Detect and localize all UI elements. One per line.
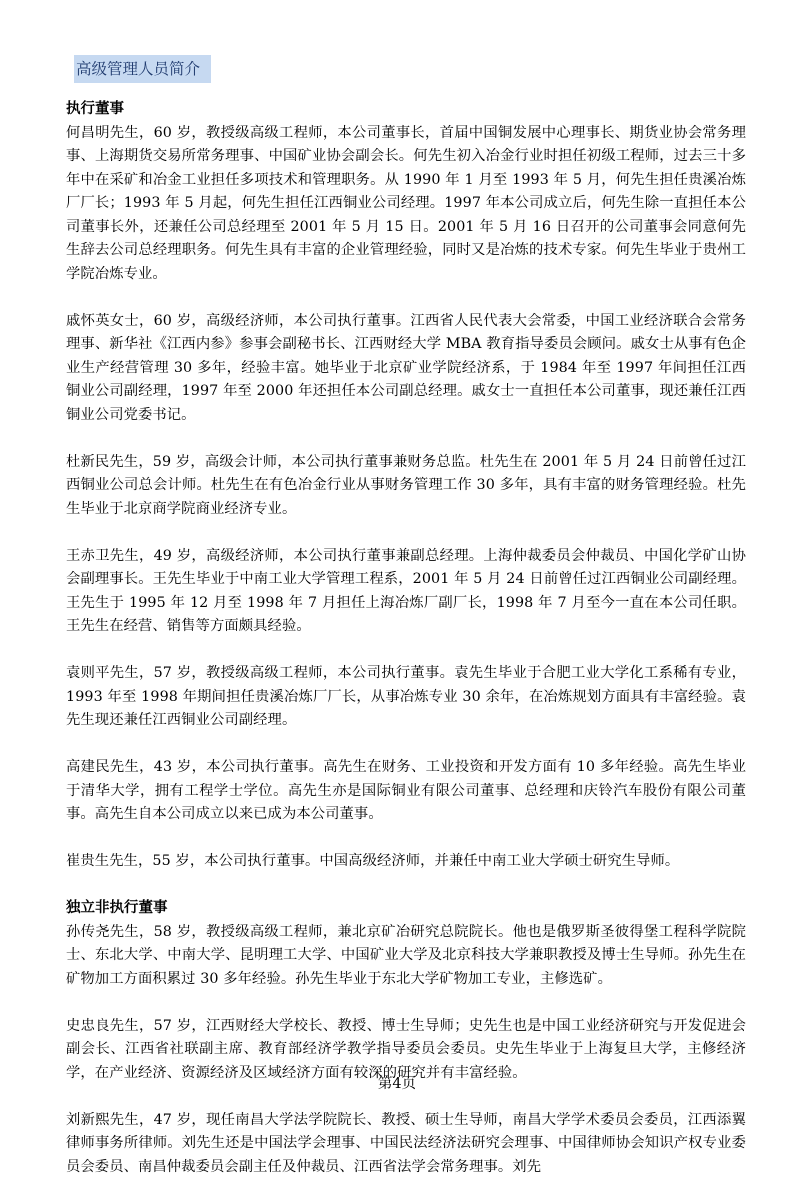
independent-directors-heading: 独立非执行董事 <box>66 897 746 921</box>
bio-liu-xinxi: 刘新熙先生，47 岁，现任南昌大学法学院院长、教授、硕士生导师，南昌大学学术委员会委员，江西添翼律师事务所律师。刘先生还是中国法学会理事、中国民法经济法研究会理事、中国律师协会知识产权专业委员会委员、南昌仲裁委员会副主任及仲裁员、江西省法学会常务理事。刘先 <box>66 1109 746 1179</box>
bio-du-xinmin: 杜新民先生，59 岁，高级会计师，本公司执行董事兼财务总监。杜先生在 2001 年 5 月 24 日前曾任过江西铜业公司总会计师。杜先生在有色冶金行业从事财务管理工作 30 多年，具有丰富的财务管理经验。杜先生毕业于北京商学院商业经济专业。 <box>66 451 746 522</box>
bio-wang-chiwei: 王赤卫先生，49 岁，高级经济师，本公司执行董事兼副总经理。上海仲裁委员会仲裁员、中国化学矿山协会副理事长。王先生毕业于中南工业大学管理工程系，2001 年 5 月 24 日前曾任过江西铜业公司副经理。王先生于 1995 年 12 月至 1998 年 7 月担任上海冶炼厂副厂长，1998 年 7 月至今一直在本公司任职。王先生在经营、销售等方面颇具经验。 <box>66 545 746 639</box>
bio-he-changming: 何昌明先生，60 岁，教授级高级工程师，本公司董事长，首届中国铜发展中心理事长、期货业协会常务理事、上海期货交易所常务理事、中国矿业协会副会长。何先生初入冶金行业时担任初级工程师，过去三十多年中在采矿和冶金工业担任多项技术和管理职务。从 1990 年 1 月至 1993 年 5 月，何先生担任贵溪冶炼厂厂长；1993 年 5 月起，何先生担任江西铜业公司经理。1997 年本公司成立后，何先生除一直担任本公司董事长外，还兼任公司总经理至 2001 年 5 月 15 日。2001 年 5 月 16 日召开的公司董事会同意何先生辞去公司总经理职务。何先生具有丰富的企业管理经验，同时又是冶炼的技术专家。何先生毕业于贵州工学院冶炼专业。 <box>66 122 746 287</box>
bio-gao-jianmin: 高建民先生，43 岁，本公司执行董事。高先生在财务、工业投资和开发方面有 10 多年经验。高先生毕业于清华大学，拥有工程学士学位。高先生亦是国际铜业有限公司董事、总经理和庆铃汽车股份有限公司董事。高先生自本公司成立以来已成为本公司董事。 <box>66 756 746 827</box>
executive-directors-heading: 执行董事 <box>66 98 746 122</box>
bio-sun-chuanyao: 孙传尧先生，58 岁，教授级高级工程师，兼北京矿冶研究总院院长。他也是俄罗斯圣彼得堡工程科学院院士、东北大学、中南大学、昆明理工大学、中国矿业大学及北京科技大学兼职教授及博士生导师。孙先生在矿物加工方面积累过 30 多年经验。孙先生毕业于东北大学矿物加工专业，主修选矿。 <box>66 921 746 992</box>
bio-cui-guisheng: 崔贵生先生，55 岁，本公司执行董事。中国高级经济师，并兼任中南工业大学硕士研究生导师。 <box>66 850 746 874</box>
bio-yuan-zeping: 袁则平先生，57 岁，教授级高级工程师，本公司执行董事。袁先生毕业于合肥工业大学化工系稀有专业，1993 年至 1998 年期间担任贵溪冶炼厂厂长，从事冶炼专业 30 余年，在冶炼规划方面具有丰富经验。袁先生现还兼任江西铜业公司副经理。 <box>66 662 746 733</box>
page-number: 第4页 <box>0 1074 794 1094</box>
bio-qi-huaiying: 戚怀英女士，60 岁，高级经济师，本公司执行董事。江西省人民代表大会常委，中国工业经济联合会常务理事、新华社《江西内参》参事会副秘书长、江西财经大学 MBA 教育指导委员会顾问。戚女士从事有色企业生产经营管理 30 多年，经验丰富。她毕业于北京矿业学院经济系，于 1984 年至 1997 年间担任江西铜业公司副经理，1997 年至 2000 年还担任本公司副总经理。戚女士一直担任本公司董事，现还兼任江西铜业公司党委书记。 <box>66 310 746 428</box>
section-title: 高级管理人员简介 <box>74 55 211 83</box>
document-body <box>66 98 746 1179</box>
bio-shi-zhongliang: 史忠良先生，57 岁，江西财经大学校长、教授、博士生导师；史先生也是中国工业经济研究与开发促进会副会长、江西省社联副主席、教育部经济学教学指导委员会委员。史先生毕业于上海复旦大学，主修经济学，在产业经济、资源经济及区域经济方面有较深的研究并有丰富经验。 <box>66 1015 746 1086</box>
